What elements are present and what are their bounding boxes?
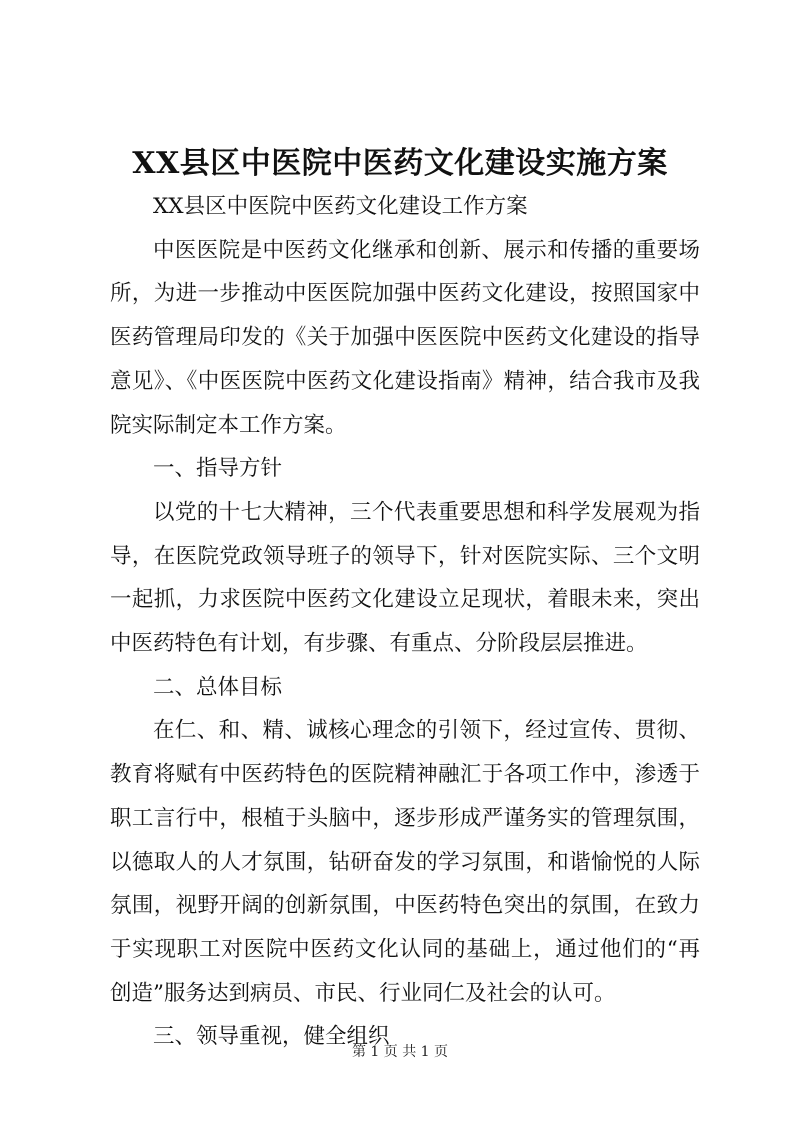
section-heading-goals: 二、总体目标 xyxy=(153,674,283,700)
section-heading-guideline: 一、指导方针 xyxy=(153,456,283,482)
document-subtitle: XX县区中医院中医药文化建设工作方案 xyxy=(153,194,528,219)
page-number-footer: 第 1 页 共 1 页 xyxy=(351,1044,449,1060)
intro-paragraph: 中医医院是中医药文化继承和创新、展示和传播的重要场所，为进一步推动中医医院加强中医药文化建设，按照国家中医药管理局印发的《关于加强中医医院中医药文化建设的指导意见》、《中医医院中医药文化建设指南》精神，结合我市及我院实际制定本工作方案。 xyxy=(110,237,700,438)
document-body xyxy=(110,185,700,1059)
section-body-goals: 在仁、和、精、诚核心理念的引领下，经过宣传、贯彻、教育将赋有中医药特色的医院精神融汇于各项工作中，渗透于职工言行中，根植于头脑中，逐步形成严谨务实的管理氛围，以德取人的人才氛围，钻研奋发的学习氛围，和谐愉悦的人际氛围，视野开阔的创新氛围，中医药特色突出的氛围，在致力于实现职工对医院中医药文化认同的基础上，通过他们的“再创造”服务达到病员、市民、行业同仁及社会的认可。 xyxy=(110,718,700,1006)
section-heading-leadership: 三、领导重视，健全组织 xyxy=(153,1024,390,1050)
section-body-guideline: 以党的十七大精神，三个代表重要思想和科学发展观为指导，在医院党政领导班子的领导下，针对医院实际、三个文明一起抓，力求医院中医药文化建设立足现状，着眼未来，突出中医药特色有计划，有步骤、有重点、分阶段层层推进。 xyxy=(110,499,700,657)
document-title: XX县区中医院中医药文化建设实施方案 xyxy=(132,146,668,181)
